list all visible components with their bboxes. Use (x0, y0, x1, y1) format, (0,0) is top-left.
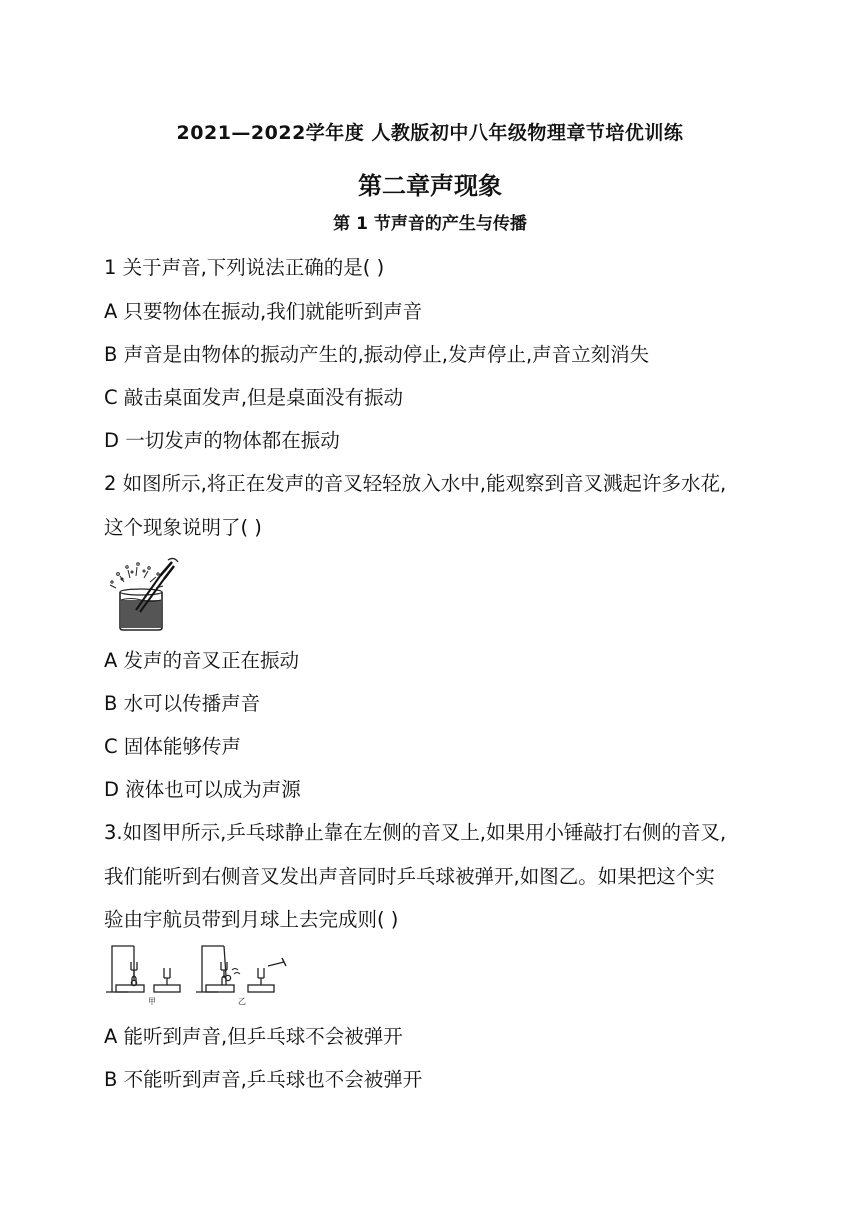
question-1-option-d: D 一切发声的物体都在振动 (104, 429, 340, 452)
question-2-option-a: A 发声的音叉正在振动 (104, 649, 300, 672)
chapter-title: 第二章声现象 (358, 172, 502, 200)
question-1-stem: 1 关于声音,下列说法正确的是( ) (104, 256, 385, 279)
question-3-option-a: A 能听到声音,但乒乓球不会被弹开 (104, 1025, 403, 1048)
question-1-option-c: C 敲击桌面发声,但是桌面没有振动 (104, 386, 404, 409)
tuning-fork-in-water-figure (102, 552, 182, 632)
question-2-option-b: B 水可以传播声音 (104, 692, 261, 715)
question-2-stem-line-2: 这个现象说明了( ) (104, 516, 262, 539)
ping-pong-tuning-fork-figure (102, 940, 288, 1006)
question-3-stem-line-2: 我们能听到右侧音叉发出声音同时乒乓球被弹开,如图乙。如果把这个实 (104, 865, 715, 888)
figure-label-yi: 乙 (238, 997, 246, 1006)
series-title: 2021—2022学年度 人教版初中八年级物理章节培优训练 (176, 122, 684, 144)
question-1-option-a: A 只要物体在振动,我们就能听到声音 (104, 300, 423, 323)
section-title: 第 1 节声音的产生与传播 (333, 214, 527, 234)
question-3-option-b: B 不能听到声音,乒乓球也不会被弹开 (104, 1068, 423, 1091)
question-3-stem-line-1: 3.如图甲所示,乒乓球静止靠在左侧的音叉上,如果用小锤敲打右侧的音叉, (104, 821, 727, 844)
question-1-option-b: B 声音是由物体的振动产生的,振动停止,发声停止,声音立刻消失 (104, 343, 650, 366)
question-2-option-d: D 液体也可以成为声源 (104, 778, 301, 801)
question-3-stem-line-3: 验由宇航员带到月球上去完成则( ) (104, 908, 399, 931)
question-2-stem-line-1: 2 如图所示,将正在发声的音叉轻轻放入水中,能观察到音叉溅起许多水花, (104, 472, 727, 495)
figure-label-jia: 甲 (148, 997, 156, 1006)
question-2-option-c: C 固体能够传声 (104, 735, 241, 758)
